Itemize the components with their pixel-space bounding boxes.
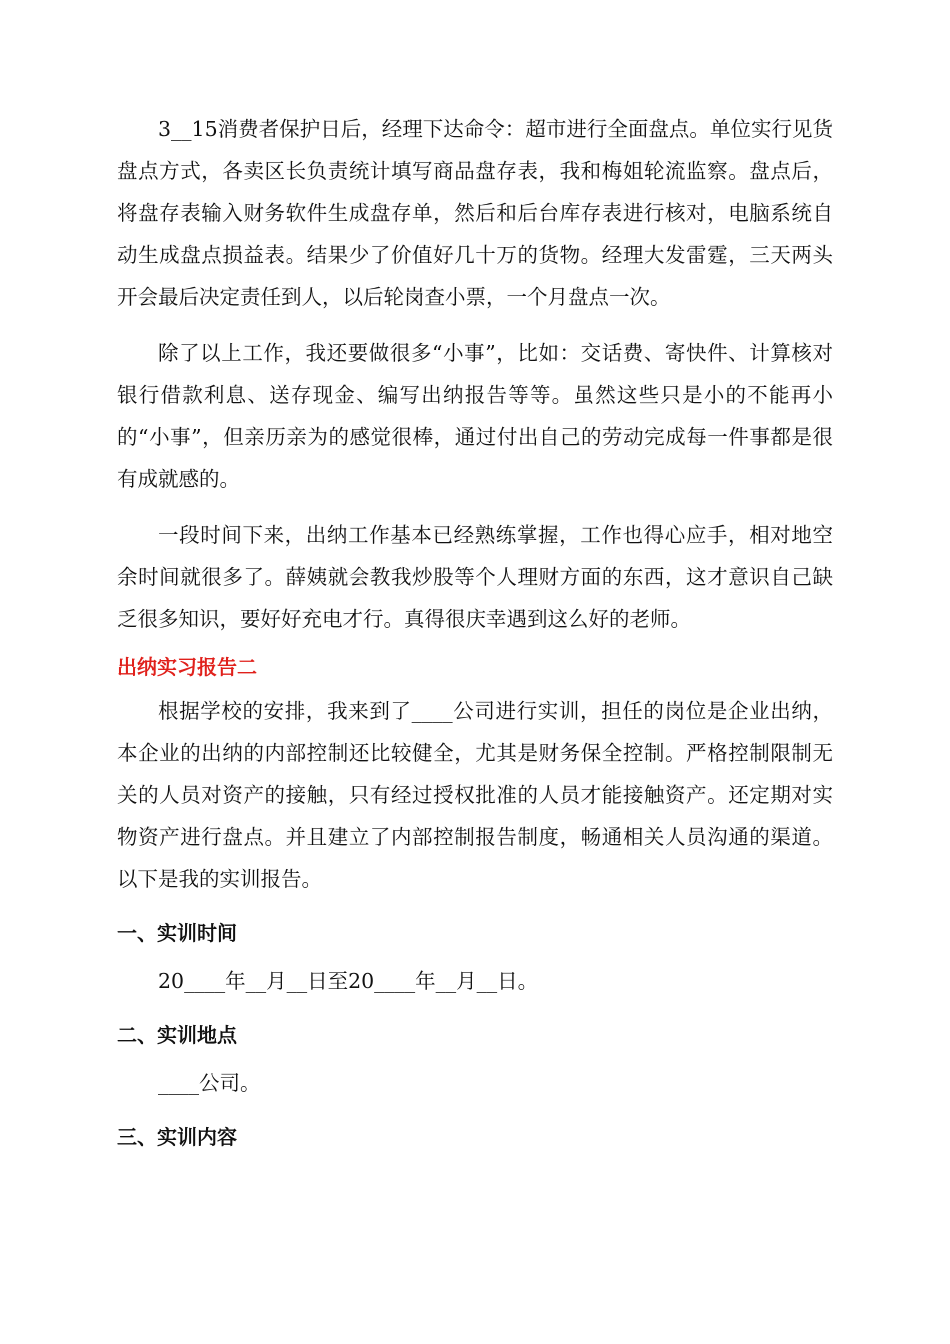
heading-training-time: 一、实训时间 (117, 921, 237, 945)
paragraph-summary: 一段时间下来，出纳工作基本已经熟练掌握，工作也得心应手，相对地空余时间就很多了。薛姨就会教我炒股等个人理财方面的东西，这才意识自己缺乏很多知识，要好好充电才行。真得很庆幸遇到这么好的老师。 (117, 523, 833, 631)
section-title: 出纳实习报告二 (117, 655, 257, 679)
training-time-value: 20____年__月__日至20____年__月__日。 (158, 969, 539, 993)
training-location-value: ____公司。 (158, 1071, 261, 1095)
heading-training-location: 二、实训地点 (117, 1023, 237, 1047)
heading-training-content: 三、实训内容 (117, 1125, 237, 1149)
paragraph-inventory: 3__15消费者保护日后，经理下达命令：超市进行全面盘点。单位实行见货盘点方式，各卖区长负责统计填写商品盘存表，我和梅姐轮流监察。盘点后，将盘存表输入财务软件生成盘存单，然后和后台库存表进行核对，电脑系统自动生成盘点损益表。结果少了价值好几十万的货物。经理大发雷霆，三天两头开会最后决定责任到人，以后轮岗查小票，一个月盘点一次。 (117, 117, 833, 309)
document-page (117, 108, 833, 1164)
paragraph-intro: 根据学校的安排，我来到了____公司进行实训，担任的岗位是企业出纳，本企业的出纳的内部控制还比较健全，尤其是财务保全控制。严格控制限制无关的人员对资产的接触，只有经过授权批准的人员才能接触资产。还定期对实物资产进行盘点。并且建立了内部控制报告制度，畅通相关人员沟通的渠道。以下是我的实训报告。 (117, 699, 833, 891)
paragraph-small-tasks: 除了以上工作，我还要做很多“小事”，比如：交话费、寄快件、计算核对银行借款利息、送存现金、编写出纳报告等等。虽然这些只是小的不能再小的“小事”，但亲历亲为的感觉很棒，通过付出自己的劳动完成每一件事都是很有成就感的。 (117, 341, 833, 491)
